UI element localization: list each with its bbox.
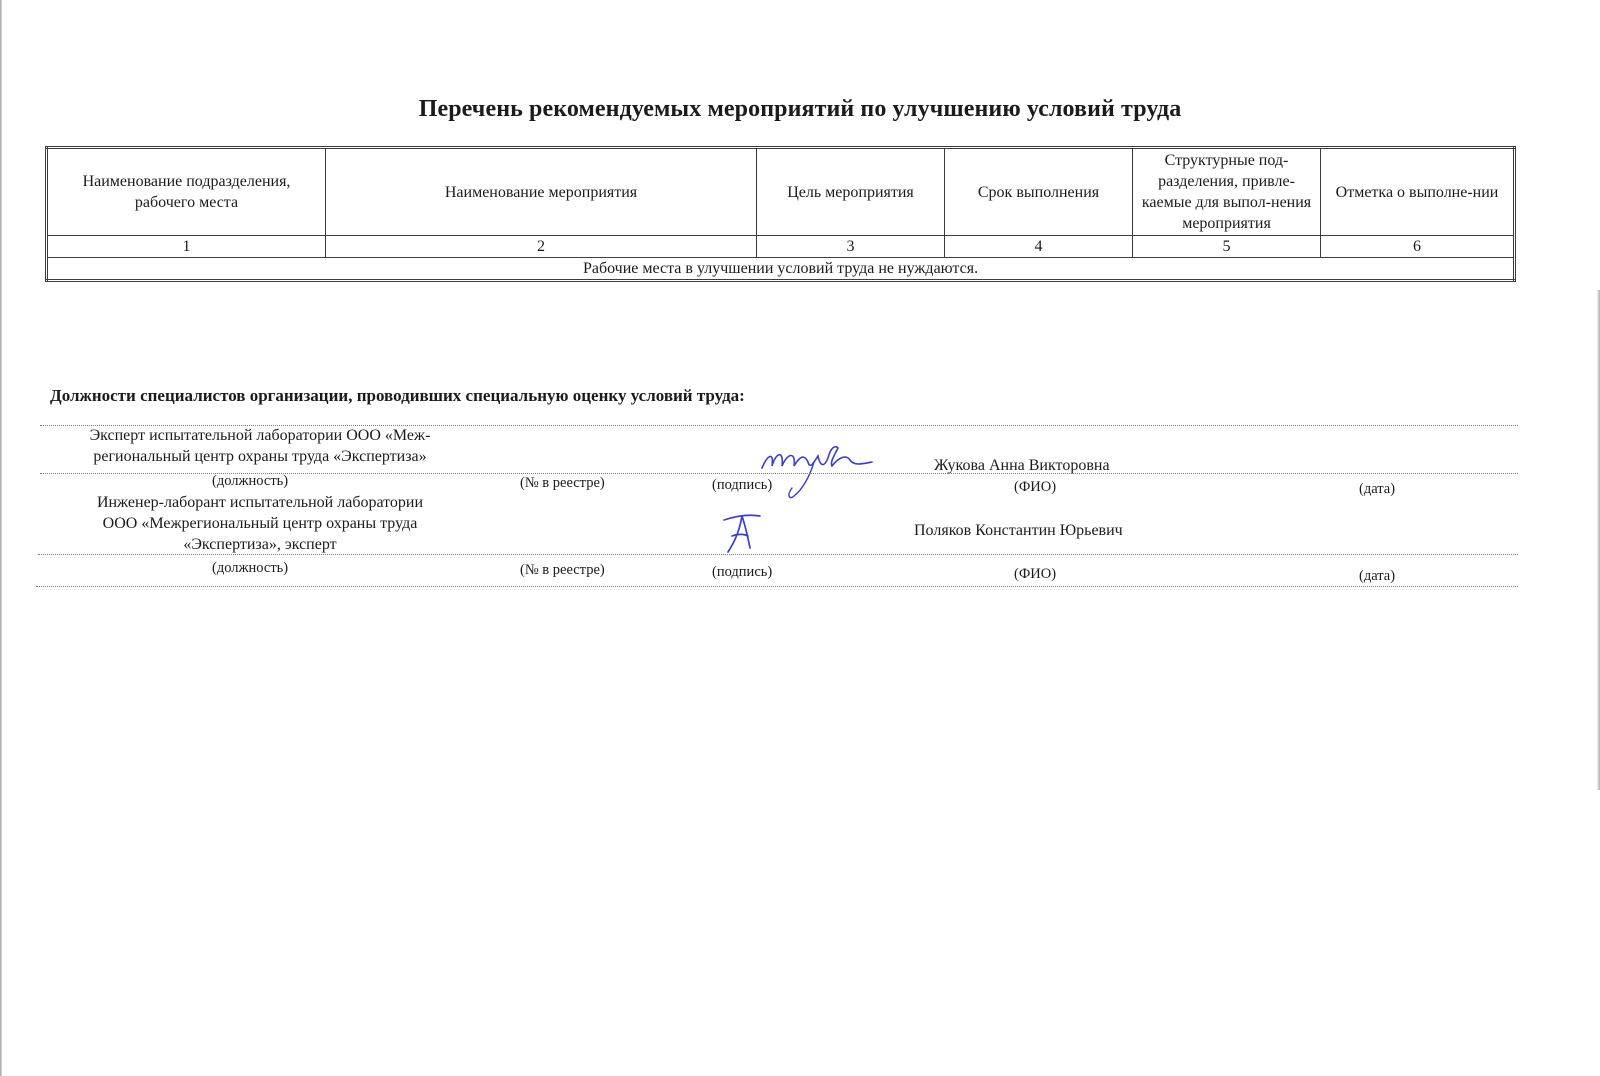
full-name: Жукова Анна Викторовна: [934, 457, 1110, 474]
caption-name: (ФИО): [1014, 566, 1057, 582]
column-number: 6: [1321, 236, 1515, 258]
specialists-heading: Должности специалистов организации, проводивших специальную оценку условий труда:: [50, 386, 745, 405]
measures-table: [45, 146, 1516, 282]
column-number: 5: [1133, 236, 1321, 258]
handwritten-signature-icon: [718, 512, 768, 563]
dotted-rule: [36, 586, 1518, 587]
dotted-rule: [38, 554, 1518, 555]
position-line: Эксперт испытательной лаборатории ООО «Меж-: [89, 427, 431, 444]
header-completion-mark: Отметка о выполне-нии: [1321, 148, 1515, 236]
table-note: Рабочие места в улучшении условий труда не нуждаются.: [47, 258, 1515, 281]
column-number: 2: [326, 236, 757, 258]
caption-date: (дата): [1359, 481, 1396, 497]
column-number: 4: [945, 236, 1133, 258]
column-number: 3: [757, 236, 945, 258]
header-structural-units: Структурные под-разделения, привле-каемые для выпол-нения мероприятия: [1133, 148, 1321, 236]
caption-position: (должность): [212, 560, 289, 576]
header-subdivision: Наименование подразделения, рабочего места: [47, 148, 326, 236]
position-text: [40, 492, 480, 555]
table-header-row: [47, 148, 1515, 236]
page-title: Перечень рекомендуемых мероприятий по улучшению условий труда: [418, 96, 1182, 122]
header-measure-name: Наименование мероприятия: [326, 148, 757, 236]
position-line: региональный центр охраны труда «Экспертиза»: [93, 448, 427, 465]
table-note-row: [47, 258, 1515, 281]
position-line: Инженер-лаборант испытательной лаборатории: [96, 494, 424, 511]
caption-position: (должность): [212, 473, 289, 489]
caption-signature: (подпись): [712, 564, 773, 580]
caption-registry: (№ в реестре): [520, 475, 605, 491]
column-numbers-row: [47, 236, 1515, 258]
header-measure-goal: Цель мероприятия: [757, 148, 945, 236]
position-line: «Экспертиза», эксперт: [183, 536, 337, 553]
position-text: [40, 425, 480, 467]
scan-edge-left: [0, 0, 2, 1076]
header-deadline: Срок выполнения: [945, 148, 1133, 236]
caption-date: (дата): [1359, 568, 1396, 584]
position-line: ООО «Межрегиональный центр охраны труда: [102, 515, 418, 532]
column-number: 1: [47, 236, 326, 258]
caption-registry: (№ в реестре): [520, 562, 605, 578]
full-name: Поляков Константин Юрьевич: [914, 522, 1123, 539]
caption-signature: (подпись): [712, 477, 773, 493]
caption-name: (ФИО): [1014, 479, 1057, 495]
